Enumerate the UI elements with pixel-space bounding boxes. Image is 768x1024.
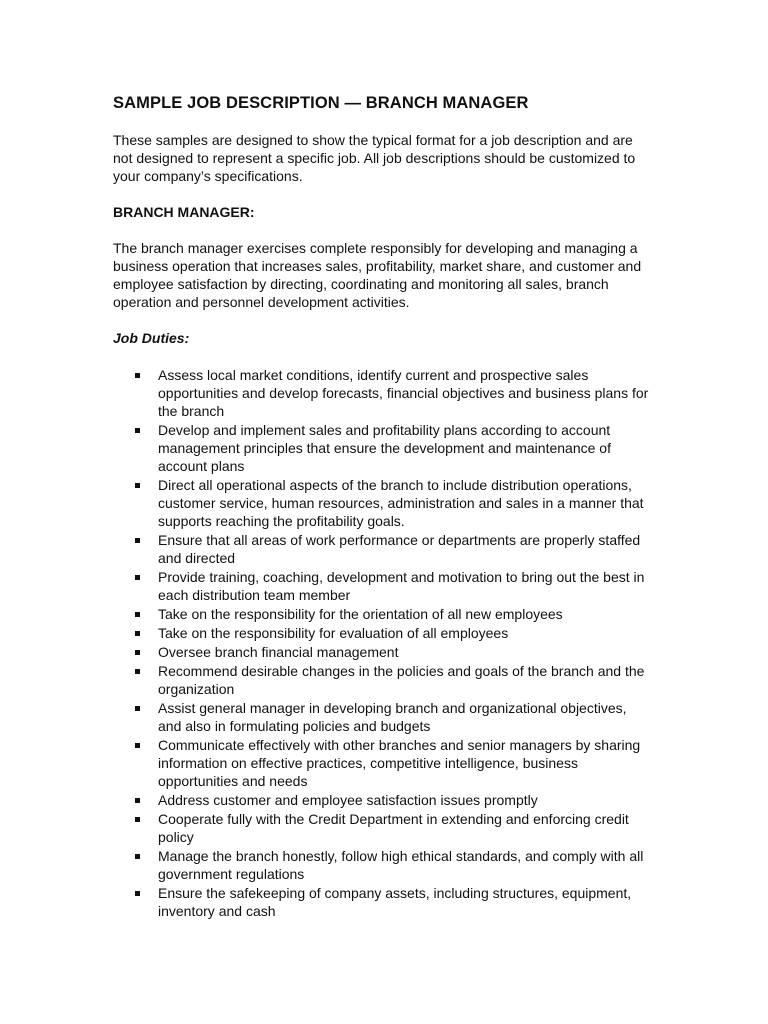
duty-item <box>113 736 653 790</box>
intro-paragraph: These samples are designed to show the typical format for a job description and are not designed to represent a specific job. All job descriptions should be customized to your company’s specifications. <box>113 132 636 184</box>
duty-item <box>113 791 653 809</box>
bullet-icon <box>135 854 140 859</box>
section-heading: BRANCH MANAGER: <box>113 204 255 220</box>
duty-text: Take on the responsibility for evaluation of all employees <box>158 625 509 641</box>
bullet-icon <box>135 891 140 896</box>
duty-item <box>113 568 653 604</box>
duty-item <box>113 884 653 920</box>
duty-text: Ensure the safekeeping of company assets, including structures, equipment, inventory and cash <box>158 885 632 919</box>
bullet-icon <box>135 575 140 580</box>
duties-list <box>113 366 653 920</box>
duty-text: Assess local market conditions, identify current and prospective sales opportunities and develop forecasts, financial objectives and business plans for the branch <box>158 367 649 419</box>
document-page <box>113 92 653 921</box>
duty-text: Communicate effectively with other branches and senior managers by sharing information on effective practices, competitive intelligence, business opportunities and needs <box>158 737 641 789</box>
duty-text: Provide training, coaching, development and motivation to bring out the best in each distribution team member <box>158 569 645 603</box>
duty-item <box>113 476 653 530</box>
duty-item <box>113 810 653 846</box>
bullet-icon <box>135 428 140 433</box>
document-title: SAMPLE JOB DESCRIPTION — BRANCH MANAGER <box>113 94 529 112</box>
duty-item <box>113 624 653 642</box>
bullet-icon <box>135 669 140 674</box>
duty-text: Ensure that all areas of work performance or departments are properly staffed and directed <box>158 532 641 566</box>
duty-item <box>113 662 653 698</box>
duties-heading: Job Duties: <box>113 330 190 346</box>
duty-text: Assist general manager in developing branch and organizational objectives, and also in formulating policies and budgets <box>158 700 627 734</box>
bullet-icon <box>135 817 140 822</box>
duty-text: Address customer and employee satisfaction issues promptly <box>158 792 538 808</box>
duty-text: Direct all operational aspects of the branch to include distribution operations, customer service, human resources, administration and sales in a manner that supports reaching the profitability goals. <box>158 477 644 529</box>
bullet-icon <box>135 373 140 378</box>
duty-item <box>113 699 653 735</box>
duty-item <box>113 366 653 420</box>
bullet-icon <box>135 798 140 803</box>
bullet-icon <box>135 706 140 711</box>
duty-text: Cooperate fully with the Credit Department in extending and enforcing credit policy <box>158 811 629 845</box>
duty-text: Oversee branch financial management <box>158 644 399 660</box>
duty-text: Manage the branch honestly, follow high ethical standards, and comply with all government regulations <box>158 848 644 882</box>
bullet-icon <box>135 650 140 655</box>
bullet-icon <box>135 483 140 488</box>
duty-item <box>113 531 653 567</box>
duty-item <box>113 421 653 475</box>
duty-item <box>113 643 653 661</box>
duty-text: Take on the responsibility for the orientation of all new employees <box>158 606 563 622</box>
bullet-icon <box>135 743 140 748</box>
duty-item <box>113 605 653 623</box>
bullet-icon <box>135 612 140 617</box>
duty-text: Recommend desirable changes in the policies and goals of the branch and the organization <box>158 663 645 697</box>
summary-paragraph: The branch manager exercises complete responsibly for developing and managing a business operation that increases sales, profitability, market share, and customer and employee satisfaction by directing, coordinating and monitoring all sales, branch operation and personnel development activities. <box>113 240 642 310</box>
duty-item <box>113 847 653 883</box>
bullet-icon <box>135 538 140 543</box>
duty-text: Develop and implement sales and profitability plans according to account management principles that ensure the development and maintenance of account plans <box>158 422 611 474</box>
bullet-icon <box>135 631 140 636</box>
